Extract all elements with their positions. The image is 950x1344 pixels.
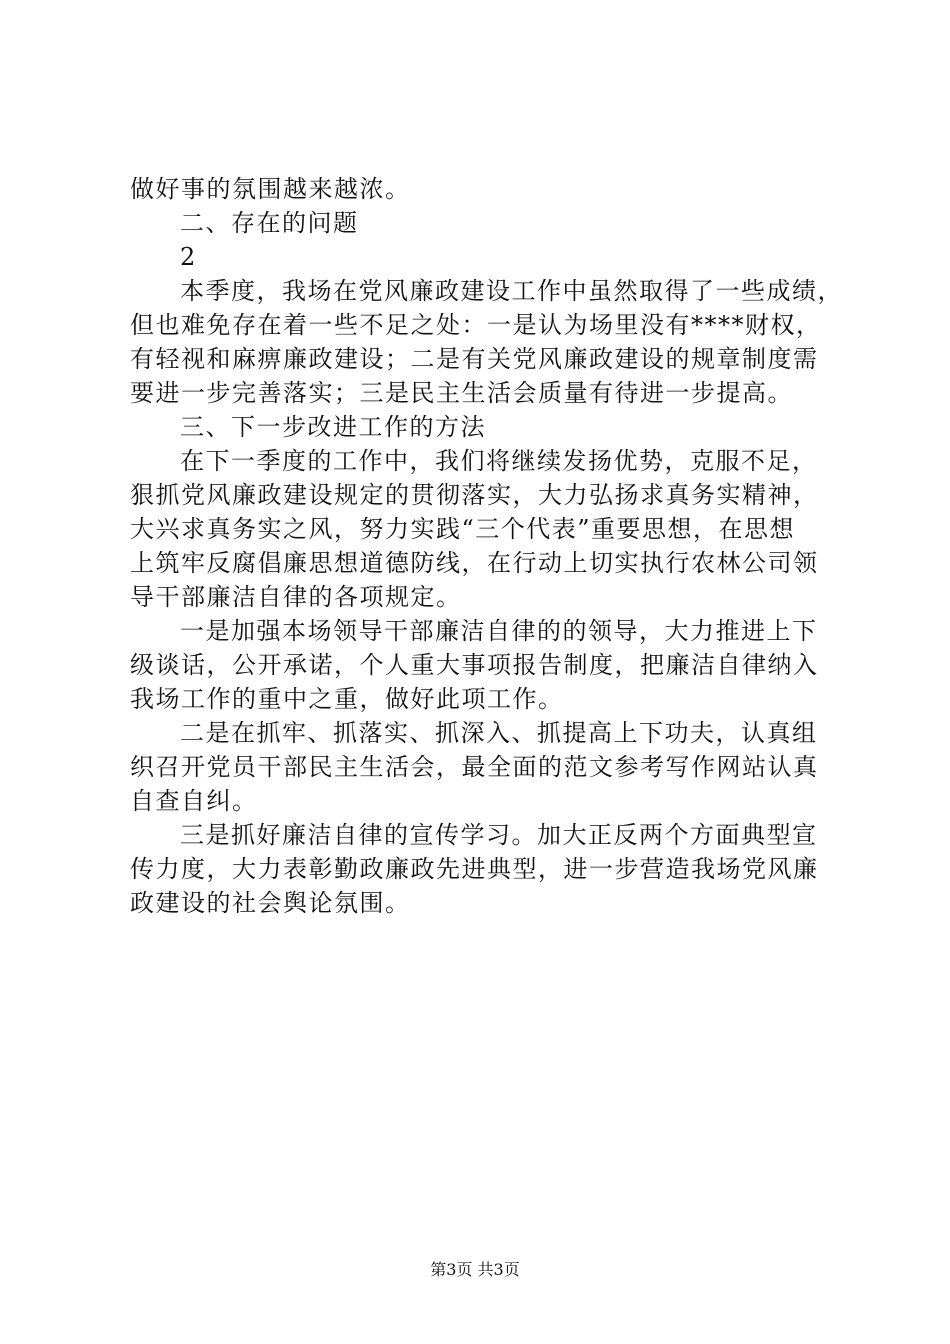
text-line: 政建设的社会舆论氛围。 bbox=[130, 889, 411, 917]
text-line: 有轻视和麻痹廉政建设；二是有关党风廉政建设的规章制度需 bbox=[130, 345, 819, 373]
text-line: 我场工作的重中之重，做好此项工作。 bbox=[130, 685, 564, 713]
section-heading-problems: 二、存在的问题 bbox=[180, 209, 359, 237]
text-line: 导干部廉洁自律的各项规定。 bbox=[130, 583, 462, 611]
text-line: 2 bbox=[180, 243, 197, 271]
text-line: 要进一步完善落实；三是民主生活会质量有待进一步提高。 bbox=[130, 379, 793, 407]
text-line: 一是加强本场领导干部廉洁自律的的领导，大力推进上下 bbox=[180, 617, 818, 645]
text-line: 上筑牢反腐倡廉思想道德防线，在行动上切实执行农林公司领 bbox=[130, 549, 819, 577]
text-line: 狠抓党风廉政建设规定的贯彻落实，大力弘扬求真务实精神， bbox=[130, 481, 819, 509]
text-line: 做好事的氛围越来越浓。 bbox=[130, 175, 411, 203]
page-number: 第3页 共3页 bbox=[430, 1260, 520, 1279]
page-footer bbox=[0, 1260, 950, 1280]
text-line: 传力度，大力表彰勤政廉政先进典型，进一步营造我场党风廉 bbox=[130, 855, 819, 883]
text-line: 但也难免存在着一些不足之处：一是认为场里没有****财权， bbox=[130, 311, 822, 339]
text-line: 二是在抓牢、抓落实、抓深入、抓提高上下功夫，认真组 bbox=[180, 719, 818, 747]
text-line: 大兴求真务实之风，努力实践“三个代表”重要思想，在思想 bbox=[130, 515, 796, 543]
section-heading-next-steps: 三、下一步改进工作的方法 bbox=[180, 413, 486, 441]
text-line: 自查自纠。 bbox=[130, 787, 258, 815]
text-line: 在下一季度的工作中，我们将继续发扬优势，克服不足， bbox=[180, 447, 818, 475]
text-line: 织召开党员干部民主生活会，最全面的范文参考写作网站认真 bbox=[130, 753, 819, 781]
document-body bbox=[130, 172, 843, 920]
text-line: 三是抓好廉洁自律的宣传学习。加大正反两个方面典型宣 bbox=[180, 821, 818, 849]
text-line: 级谈话，公开承诺，个人重大事项报告制度，把廉洁自律纳入 bbox=[130, 651, 819, 679]
text-line: 本季度，我场在党风廉政建设工作中虽然取得了一些成绩， bbox=[180, 277, 843, 305]
